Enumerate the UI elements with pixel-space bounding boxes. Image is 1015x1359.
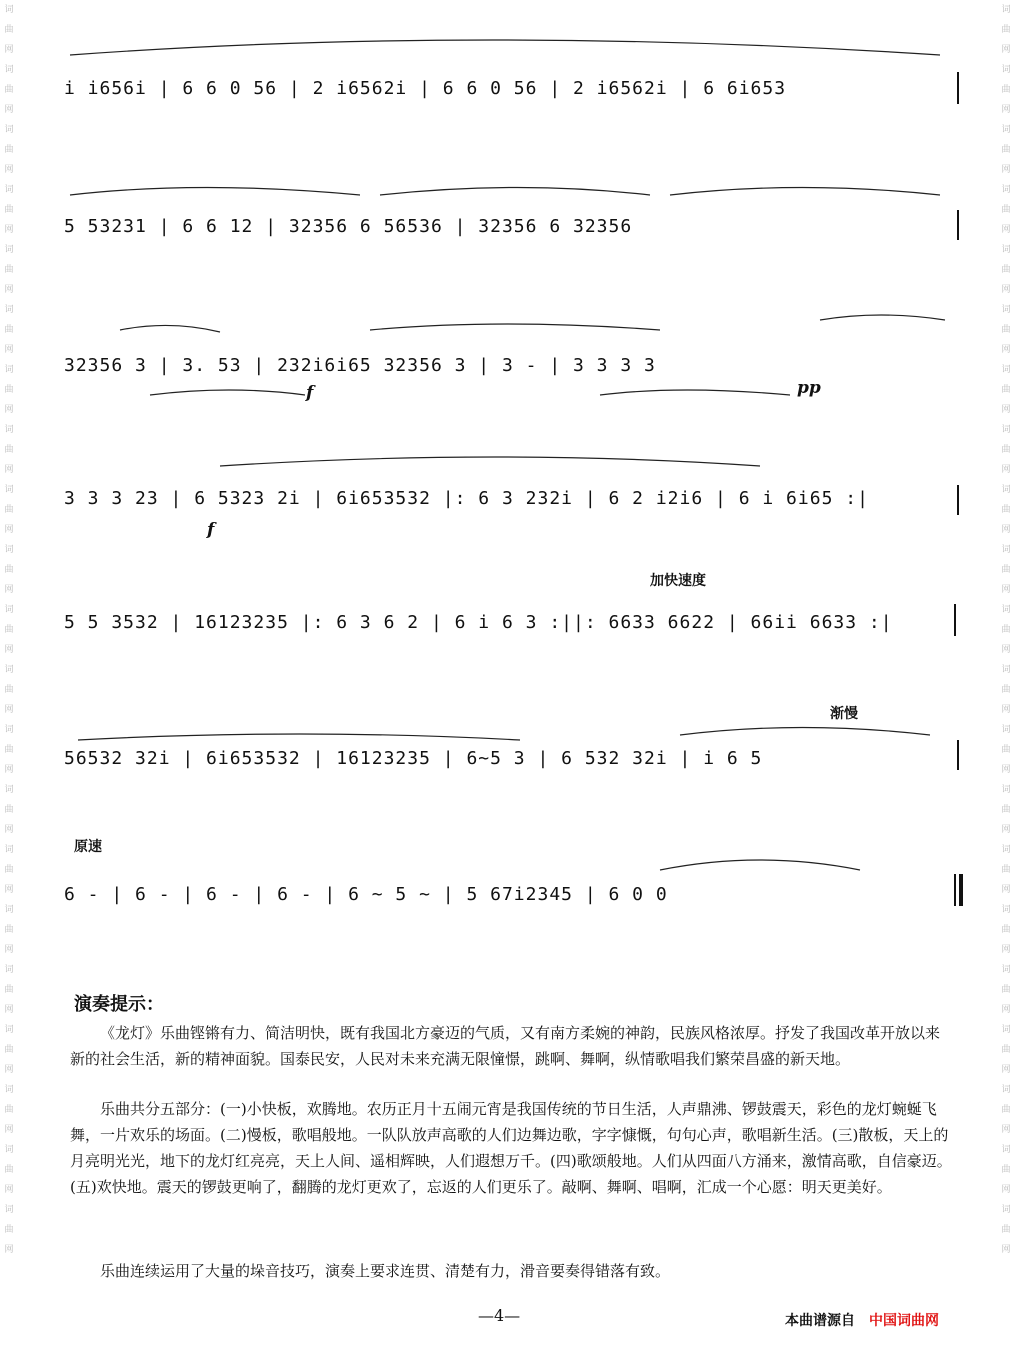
watermark-char: 曲 [4, 25, 14, 35]
source-label: 本曲谱源自 [785, 1313, 855, 1329]
accelerando-mark: 加快速度 [650, 573, 706, 589]
watermark-char: 曲 [4, 745, 14, 755]
watermark-char: 网 [1001, 765, 1011, 775]
watermark-char: 词 [4, 185, 14, 195]
watermark-char: 曲 [1001, 1225, 1011, 1235]
watermark-char: 网 [1001, 105, 1011, 115]
watermark-char: 网 [4, 825, 14, 835]
watermark-char: 曲 [4, 565, 14, 575]
watermark-char: 曲 [4, 85, 14, 95]
watermark-char: 网 [4, 1005, 14, 1015]
watermark-char: 网 [1001, 1185, 1011, 1195]
watermark-char: 词 [1001, 845, 1011, 855]
watermark-char: 网 [4, 645, 14, 655]
watermark-char: 网 [4, 525, 14, 535]
watermark-char: 词 [1001, 65, 1011, 75]
watermark-char: 网 [4, 345, 14, 355]
watermark-char: 曲 [4, 385, 14, 395]
watermark-char: 曲 [4, 145, 14, 155]
notes-paragraph-2: 乐曲共分五部分：(一)小快板，欢腾地。农历正月十五闹元宵是我国传统的节日生活，人声鼎沸、锣鼓震天，彩色的龙灯蜿蜒飞舞，一片欢乐的场面。(二)慢板，歌唱般地。一队队放声高歌的人们边舞边歌，字字慷慨，句句心声，歌唱新生活。(三)散板，天上的月亮明光光，地下的龙灯红亮亮，天上人间、遥相辉映，人们遐想万千。(四)歌颂般地。人们从四面八方涌来，激情高歌，自信豪迈。(五)欢快地。震天的锣鼓更响了，翻腾的龙灯更欢了，忘返的人们更乐了。敲啊、舞啊、唱啊，汇成一个心愿：明天更美好。 [70, 1100, 952, 1196]
watermark-char: 词 [4, 1205, 14, 1215]
watermark-char: 曲 [1001, 925, 1011, 935]
watermark-char: 曲 [4, 985, 14, 995]
watermark-char: 网 [4, 585, 14, 595]
watermark-char: 网 [1001, 1065, 1011, 1075]
watermark-char: 曲 [1001, 25, 1011, 35]
watermark-char: 曲 [1001, 385, 1011, 395]
watermark-char: 词 [4, 305, 14, 315]
watermark-char: 网 [4, 1125, 14, 1135]
watermark-char: 曲 [4, 865, 14, 875]
watermark-char: 曲 [4, 925, 14, 935]
watermark-char: 曲 [1001, 745, 1011, 755]
watermark-char: 词 [1001, 905, 1011, 915]
watermark-char: 曲 [4, 805, 14, 815]
watermark-char: 曲 [1001, 325, 1011, 335]
watermark-char: 词 [4, 365, 14, 375]
watermark-char: 网 [1001, 45, 1011, 55]
watermark-char: 网 [4, 1245, 14, 1255]
watermark-char: 曲 [1001, 985, 1011, 995]
watermark-char: 网 [1001, 885, 1011, 895]
watermark-char: 网 [1001, 405, 1011, 415]
dynamic-pianissimo: pp [797, 378, 821, 398]
watermark-char: 网 [4, 465, 14, 475]
watermark-char: 曲 [4, 625, 14, 635]
watermark-char: 网 [1001, 285, 1011, 295]
watermark-char: 词 [1001, 485, 1011, 495]
watermark-char: 曲 [1001, 1105, 1011, 1115]
watermark-char: 词 [1001, 365, 1011, 375]
watermark-char: 曲 [1001, 685, 1011, 695]
watermark-char: 曲 [4, 205, 14, 215]
watermark-char: 网 [4, 765, 14, 775]
watermark-char: 网 [4, 165, 14, 175]
score-line-3: 32356 3 | 3. 53 | 232i6i65 32356 3 | 3 - | 3 3 3 3 [64, 355, 656, 376]
watermark-char: 网 [4, 885, 14, 895]
page-number: —4— [478, 1306, 521, 1325]
watermark-char: 曲 [1001, 865, 1011, 875]
watermark-char: 词 [4, 905, 14, 915]
watermark-char: 词 [4, 1085, 14, 1095]
watermark-char: 网 [1001, 645, 1011, 655]
watermark-char: 曲 [1001, 85, 1011, 95]
watermark-char: 曲 [1001, 625, 1011, 635]
dynamic-forte-2: f [207, 520, 215, 540]
watermark-char: 网 [4, 105, 14, 115]
watermark-char: 曲 [4, 685, 14, 695]
watermark-char: 曲 [1001, 145, 1011, 155]
watermark-char: 曲 [4, 1165, 14, 1175]
notes-paragraph-1: 《龙灯》乐曲铿锵有力、简洁明快，既有我国北方豪迈的气质，又有南方柔婉的神韵，民族风格浓厚。抒发了我国改革开放以来新的社会生活，新的精神面貌。国泰民安，人民对未来充满无限憧憬，跳啊、舞啊，纵情歌唱我们繁荣昌盛的新天地。 [70, 1024, 941, 1068]
source-brand-link[interactable]: 中国词曲网 [869, 1313, 939, 1329]
watermark-char: 词 [1001, 425, 1011, 435]
watermark-char: 网 [4, 45, 14, 55]
watermark-char: 曲 [4, 505, 14, 515]
watermark-char: 网 [1001, 165, 1011, 175]
watermark-char: 曲 [4, 1045, 14, 1055]
watermark-char: 网 [4, 225, 14, 235]
watermark-char: 曲 [1001, 805, 1011, 815]
score-line-7: 6 - | 6 - | 6 - | 6 - | 6 ~ 5 ~ | 5 67i2345 | 6 0 0 [64, 884, 668, 905]
dynamic-forte-1: f [306, 383, 314, 403]
watermark-char: 词 [1001, 725, 1011, 735]
watermark-char: 曲 [1001, 1165, 1011, 1175]
a-tempo-mark: 原速 [74, 839, 102, 855]
watermark-char: 曲 [4, 265, 14, 275]
performance-notes-title: 演奏提示： [74, 994, 164, 1015]
watermark-char: 词 [4, 965, 14, 975]
watermark-char: 网 [1001, 525, 1011, 535]
watermark-char: 词 [4, 485, 14, 495]
watermark-char: 网 [1001, 945, 1011, 955]
watermark-char: 词 [4, 425, 14, 435]
watermark-char: 词 [4, 65, 14, 75]
watermark-char: 网 [1001, 825, 1011, 835]
watermark-char: 曲 [1001, 1045, 1011, 1055]
watermark-char: 网 [4, 405, 14, 415]
watermark-char: 词 [1001, 545, 1011, 555]
watermark-char: 词 [4, 1145, 14, 1155]
watermark-char: 网 [4, 1065, 14, 1075]
watermark-char: 词 [1001, 1025, 1011, 1035]
watermark-char: 词 [1001, 245, 1011, 255]
watermark-char: 曲 [1001, 565, 1011, 575]
source-credit [785, 1310, 939, 1330]
watermark-char: 曲 [4, 1105, 14, 1115]
score-line-1: i i656i | 6 6 0 56 | 2 i6562i | 6 6 0 56 | 2 i6562i | 6 6i653 [64, 78, 787, 99]
watermark-char: 词 [1001, 1145, 1011, 1155]
watermark-char: 词 [1001, 1205, 1011, 1215]
watermark-char: 网 [1001, 345, 1011, 355]
watermark-char: 词 [1001, 605, 1011, 615]
watermark-char: 词 [4, 605, 14, 615]
watermark-char: 词 [4, 845, 14, 855]
watermark-char: 网 [4, 945, 14, 955]
ritardando-mark: 渐慢 [830, 706, 858, 722]
watermark-char: 网 [1001, 225, 1011, 235]
watermark-char: 词 [1001, 305, 1011, 315]
watermark-char: 网 [4, 285, 14, 295]
watermark-char: 曲 [1001, 445, 1011, 455]
watermark-char: 词 [1001, 5, 1011, 15]
watermark-char: 网 [1001, 705, 1011, 715]
watermark-char: 词 [1001, 785, 1011, 795]
watermark-char: 词 [1001, 1085, 1011, 1095]
score-line-5: 5 5 3532 | 16123235 |: 6 3 6 2 | 6 i 6 3 :||: 6633 6622 | 66ii 6633 :| [64, 612, 893, 633]
watermark-char: 词 [4, 1025, 14, 1035]
watermark-char: 网 [4, 1185, 14, 1195]
watermark-char: 词 [1001, 185, 1011, 195]
notes-paragraph-3: 乐曲连续运用了大量的垛音技巧，演奏上要求连贯、清楚有力，滑音要奏得错落有致。 [100, 1262, 671, 1280]
watermark-char: 词 [4, 245, 14, 255]
watermark-char: 网 [1001, 1125, 1011, 1135]
watermark-char: 曲 [4, 1225, 14, 1235]
watermark-char: 网 [4, 705, 14, 715]
watermark-char: 曲 [1001, 505, 1011, 515]
watermark-char: 曲 [1001, 205, 1011, 215]
watermark-char: 词 [4, 5, 14, 15]
score-line-4: 3 3 3 23 | 6 5323 2i | 6i653532 |: 6 3 232i | 6 2 i2i6 | 6 i 6i65 :| [64, 488, 869, 509]
watermark-char: 词 [4, 785, 14, 795]
watermark-char: 曲 [4, 325, 14, 335]
watermark-char: 词 [4, 725, 14, 735]
watermark-char: 网 [1001, 1005, 1011, 1015]
score-line-2: 5 53231 | 6 6 12 | 32356 6 56536 | 32356 6 32356 [64, 216, 633, 237]
watermark-char: 网 [1001, 465, 1011, 475]
watermark-char: 词 [1001, 125, 1011, 135]
watermark-char: 词 [4, 665, 14, 675]
watermark-char: 曲 [4, 445, 14, 455]
watermark-char: 曲 [1001, 265, 1011, 275]
watermark-char: 网 [1001, 585, 1011, 595]
watermark-char: 词 [4, 125, 14, 135]
score-line-6: 56532 32i | 6i653532 | 16123235 | 6~5 3 | 6 532 32i | i 6 5 [64, 748, 763, 769]
watermark-char: 词 [1001, 965, 1011, 975]
watermark-char: 网 [1001, 1245, 1011, 1255]
watermark-char: 词 [1001, 665, 1011, 675]
watermark-char: 词 [4, 545, 14, 555]
